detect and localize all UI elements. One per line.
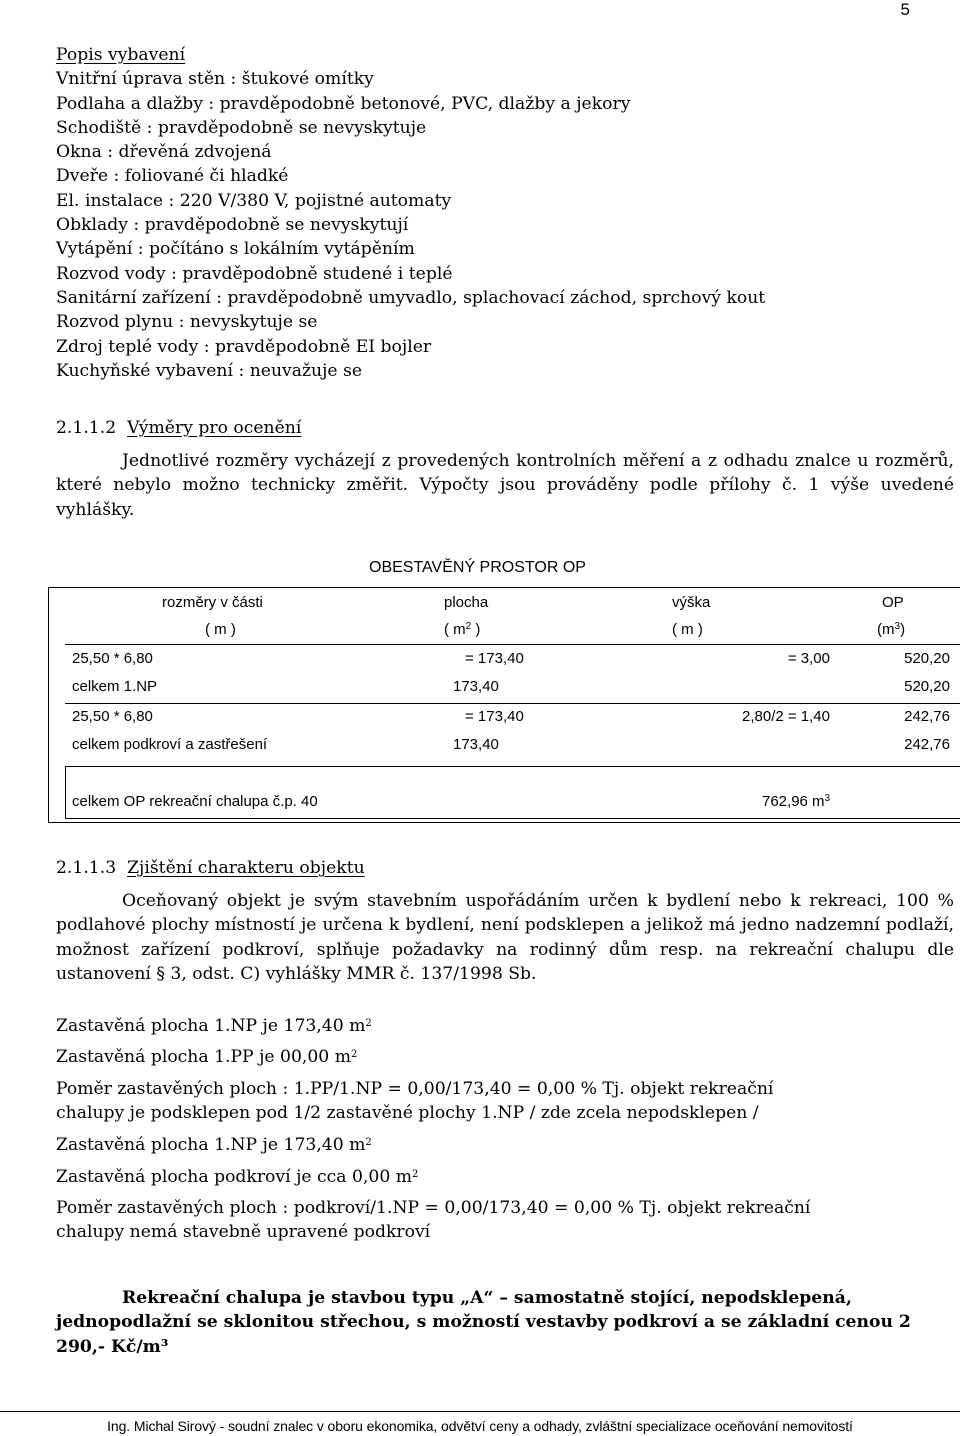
description-item: Obklady : pravděpodobně se nevyskytují bbox=[56, 215, 409, 236]
equipment-description bbox=[56, 43, 765, 383]
table-heading: OBESTAVĚNÝ PROSTOR OP bbox=[369, 559, 586, 576]
total-value: 762,96 $m^3$ bbox=[762, 793, 831, 810]
conclusion bbox=[56, 1286, 956, 1359]
description-item: Dveře : foliované či hladké bbox=[56, 166, 289, 187]
total-label: celkem OP rekreační chalupa č.p. 40 bbox=[72, 793, 318, 810]
page-footer: Ing. Michal Sirový - soudní znalec v oboru ekonomika, odvětví ceny a odhady, zvláštní specializace oceňování nemovitostí bbox=[107, 1418, 853, 1434]
paragraph-text: Jednotlivé rozměry vycházejí z provedených kontrolních měření a z odhadu znalce u rozměrů, které nebylo možno technicky změřit. Výpočty jsou prováděny podle přílohy č. 1 výše uvedené vyhlášky. bbox=[56, 451, 954, 520]
description-item: El. instalace : 220 V/380 V, pojistné automaty bbox=[56, 190, 452, 211]
description-item: Okna : dřevěná zdvojená bbox=[56, 142, 272, 163]
table-cell: 2,80/2 = 1,40 bbox=[742, 708, 830, 725]
description-item: Vnitřní úprava stěn : štukové omítky bbox=[56, 69, 374, 90]
built-area-attic: Zastavěná plocha podkroví je cca 0,00 $m^2$ bbox=[56, 1167, 419, 1187]
ratio-line-2-cont: chalupy nemá stavebně upravené podkroví bbox=[56, 1222, 431, 1242]
paragraph-text: Oceňovaný objekt je svým stavebním uspořádáním určen k bydlení nebo k rekreaci, 100 % podlahové plochy místností je určena k bydlení, není podsklepen a jelikož má jedno nadzemní podlaží, možnost zařízení podkroví, splňuje požadavky na rodinný dům resp. na rekreační chalupu dle ustanovení § 3, odst. C) vyhlášky MMR č. 137/1998 Sb. bbox=[56, 891, 954, 984]
built-area-1pp: Zastavěná plocha 1.PP je 00,00 $m^2$ bbox=[56, 1047, 358, 1067]
table-cell: 25,50 * 6,80 bbox=[72, 708, 153, 725]
ratio-line-1: Poměr zastavěných ploch : 1.PP/1.NP = 0,00/173,40 = 0,00 % Tj. objekt rekreační bbox=[56, 1079, 774, 1099]
description-item: Rozvod plynu : nevyskytuje se bbox=[56, 312, 318, 333]
page-number: 5 bbox=[900, 0, 910, 19]
table-cell: celkem podkroví a zastřešení bbox=[72, 736, 268, 753]
header-dimensions: rozměry v části bbox=[162, 594, 263, 611]
unit-area: ( $m^2$ ) bbox=[444, 621, 481, 638]
header-area: plocha bbox=[444, 594, 489, 611]
section-title: Výměry pro ocenění bbox=[127, 418, 302, 438]
table-cell: 520,20 bbox=[904, 650, 950, 667]
ratio-line-2: Poměr zastavěných ploch : podkroví/1.NP = 0,00/173,40 = 0,00 % Tj. objekt rekreační bbox=[56, 1198, 811, 1218]
section-heading-2113 bbox=[56, 858, 365, 878]
section-title: Zjištění charakteru objektu bbox=[127, 858, 365, 878]
built-area-1np-2: Zastavěná plocha 1.NP je 173,40 $m^2$ bbox=[56, 1135, 372, 1155]
description-item: Schodiště : pravděpodobně se nevyskytuje bbox=[56, 117, 427, 138]
description-title: Popis vybavení bbox=[56, 45, 186, 65]
table-cell: 520,20 bbox=[904, 678, 950, 695]
unit-dimensions: ( m ) bbox=[205, 621, 236, 638]
description-item: Kuchyňské vybavení : neuvažuje se bbox=[56, 360, 363, 381]
header-height: výška bbox=[672, 594, 711, 611]
table-cell: 173,40 bbox=[453, 736, 499, 753]
section-number: 2.1.1.2 bbox=[56, 418, 117, 438]
description-item: Rozvod vody : pravděpodobně studené i teplé bbox=[56, 263, 453, 284]
ratio-line-1-cont: chalupy je podsklepen pod 1/2 zastavěné plochy 1.NP / zde zcela nepodsklepen / bbox=[56, 1103, 759, 1123]
table-divider bbox=[65, 703, 960, 704]
table-cell: 173,40 bbox=[453, 678, 499, 695]
unit-height: ( m ) bbox=[672, 621, 703, 638]
character-paragraph bbox=[56, 889, 954, 986]
description-item: Podlaha a dlažby : pravděpodobně betonové, PVC, dlažby a jekory bbox=[56, 93, 631, 114]
measurements-paragraph bbox=[56, 449, 954, 522]
description-item: Vytápění : počítáno s lokálním vytápěním bbox=[56, 239, 415, 260]
table-cell: 25,50 * 6,80 bbox=[72, 650, 153, 667]
table-divider bbox=[65, 644, 960, 645]
table-cell: = 3,00 bbox=[787, 650, 830, 667]
description-item: Sanitární zařízení : pravděpodobně umyvadlo, splachovací záchod, sprchový kout bbox=[56, 287, 766, 308]
conclusion-text: Rekreační chalupa je stavbou typu „A“ – samostatně stojící, nepodsklepená, jednopodlažní se sklonitou střechou, s možností vestavby podkroví a se základní cenou 2 290,- Kč/m³ bbox=[56, 1288, 911, 1357]
table-cell: 242,76 bbox=[904, 736, 950, 753]
table-cell: = 173,40 bbox=[465, 708, 524, 725]
unit-op: $(m^3)$ bbox=[877, 621, 906, 638]
section-number: 2.1.1.3 bbox=[56, 858, 117, 878]
footer-divider bbox=[0, 1411, 960, 1412]
section-heading-2112 bbox=[56, 418, 301, 438]
table-cell: = 173,40 bbox=[465, 650, 524, 667]
description-item: Zdroj teplé vody : pravděpodobně EI bojler bbox=[56, 336, 432, 357]
table-cell: celkem 1.NP bbox=[72, 678, 158, 695]
table-cell: 242,76 bbox=[904, 708, 950, 725]
header-op: OP bbox=[882, 594, 904, 611]
built-area-1np: Zastavěná plocha 1.NP je 173,40 $m^2$ bbox=[56, 1016, 372, 1036]
